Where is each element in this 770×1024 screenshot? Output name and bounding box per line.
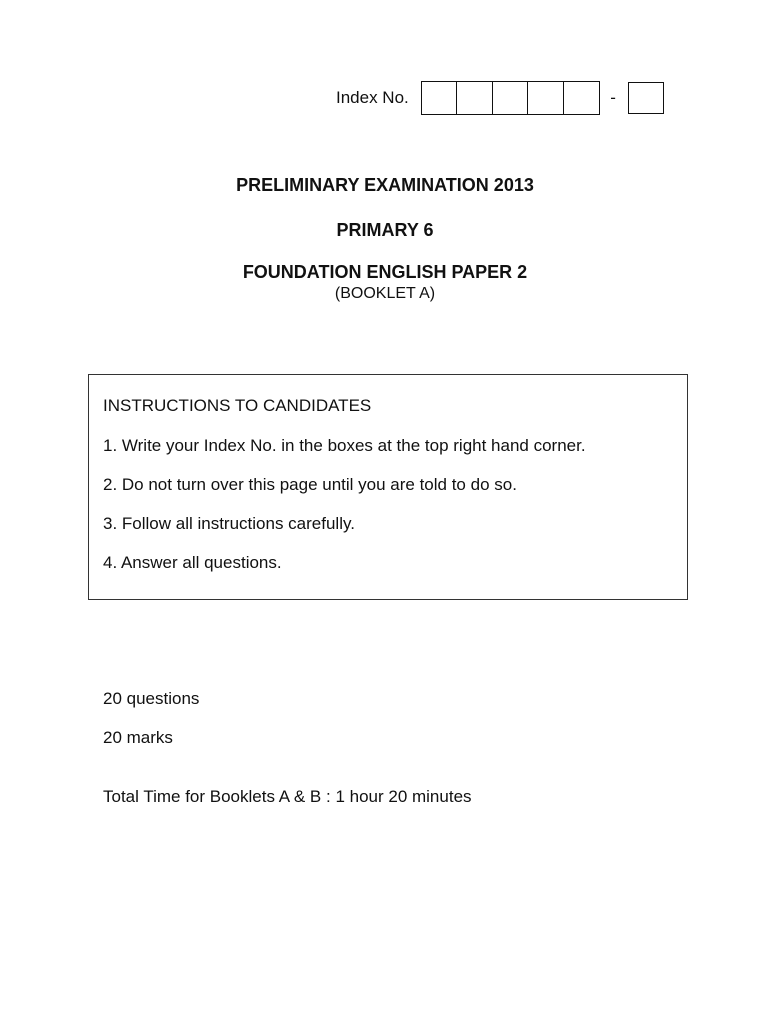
instruction-item: 3. Follow all instructions carefully.	[103, 514, 355, 533]
booklet-label: (BOOKLET A)	[334, 285, 436, 302]
exam-title: PRELIMINARY EXAMINATION 2013	[236, 175, 534, 195]
instructions-box	[88, 374, 688, 600]
instructions-title: INSTRUCTIONS TO CANDIDATES	[103, 396, 372, 415]
instruction-item: 1. Write your Index No. in the boxes at the top right hand corner.	[103, 436, 586, 455]
index-separator: -	[610, 88, 616, 107]
index-number-field	[336, 81, 664, 115]
instruction-item: 2. Do not turn over this page until you are told to do so.	[103, 475, 517, 494]
index-digit-box[interactable]	[457, 82, 493, 114]
paper-title: FOUNDATION ENGLISH PAPER 2	[242, 262, 528, 282]
index-label: Index No.	[336, 88, 409, 107]
total-time: Total Time for Booklets A & B : 1 hour 20 minutes	[103, 787, 472, 806]
question-count: 20 questions	[103, 689, 200, 708]
level-title: PRIMARY 6	[336, 220, 434, 240]
index-suffix-box[interactable]	[628, 82, 664, 114]
index-digit-box[interactable]	[528, 82, 564, 114]
index-boxes	[421, 81, 601, 115]
index-digit-box[interactable]	[422, 82, 458, 114]
marks-count: 20 marks	[103, 728, 173, 747]
index-digit-box[interactable]	[564, 82, 600, 114]
instruction-item: 4. Answer all questions.	[103, 553, 282, 572]
index-digit-box[interactable]	[493, 82, 529, 114]
